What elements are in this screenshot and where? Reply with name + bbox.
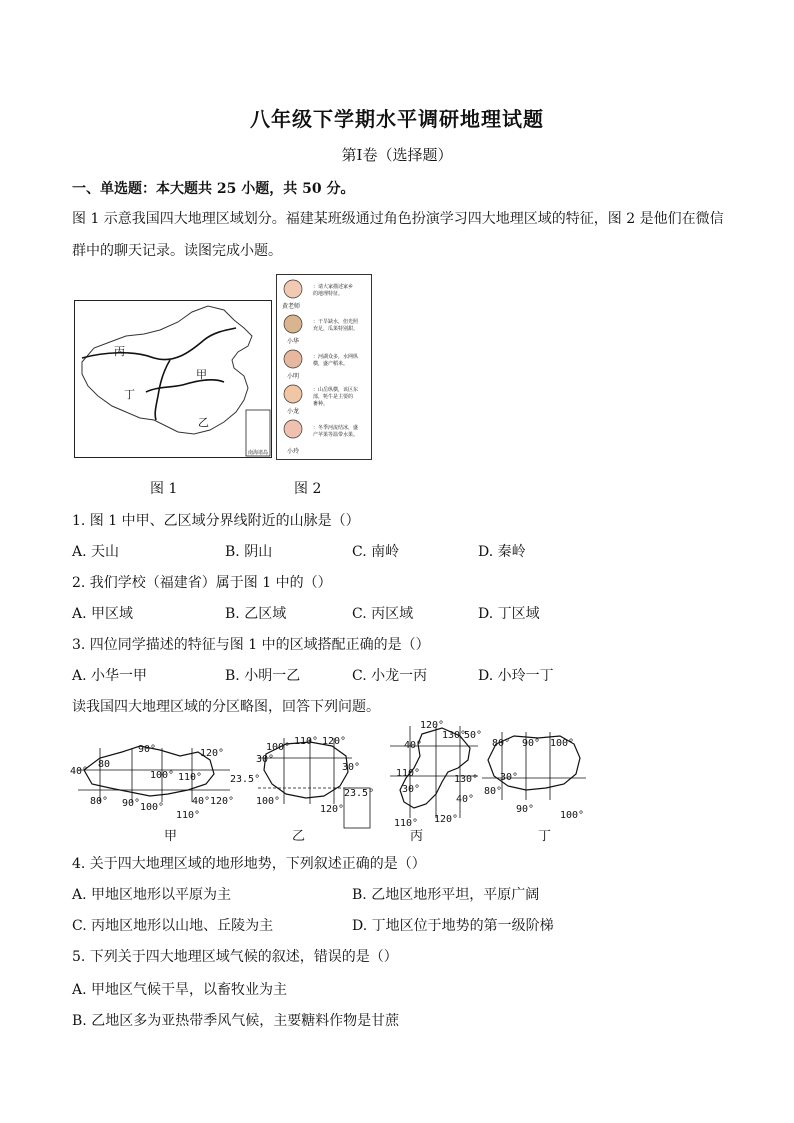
read-instruction: 读我国四大地理区域的分区略图，回答下列问题。 (72, 699, 380, 715)
chat-name-3: 小龙 (287, 408, 300, 415)
chat-text-0-1: 的地理特征。 (313, 291, 344, 297)
q4-option-c[interactable]: C. 丙地区地形以山地、丘陵为主 (72, 918, 274, 934)
map-ding-deg-6: 100° (560, 810, 585, 821)
q1-option-b[interactable]: B. 阴山 (225, 544, 273, 560)
chat-name-4: 小玲 (287, 448, 300, 455)
q5-option-a[interactable]: A. 甲地区气候干旱，以畜牧业为主 (72, 982, 288, 998)
chat-text-3-0: ：山岳纵横，该区东 (313, 387, 359, 393)
map-yi-label: 乙 (292, 829, 306, 844)
q4-option-a[interactable]: A. 甲地区地形以平原为主 (72, 887, 232, 903)
chat-text-4-0: ：冬季河流结冰，盛 (313, 425, 359, 431)
q1-option-d[interactable]: D. 秦岭 (478, 544, 526, 560)
map-bing-deg-7: 40° (456, 794, 475, 805)
map-bing-deg-8: 110° (394, 818, 419, 829)
q1-option-a[interactable]: A. 天山 (72, 544, 120, 560)
map-yi-deg-6: 100° (256, 796, 281, 807)
chat-text-4-1: 产苹果等温带水果。 (313, 432, 359, 438)
region-label-ding: 丁 (124, 388, 135, 401)
map-bing-deg-6: 130° (454, 774, 479, 785)
page-subtitle: 第I卷（选择题） (341, 146, 453, 164)
map-yi-deg-0: 110° (294, 736, 319, 747)
region-label-jia: 甲 (196, 368, 207, 381)
map-jia-deg-5: 110° (178, 772, 203, 783)
chat-text-3-2: 畜种。 (313, 401, 329, 407)
map-ding-deg-4: 80° (484, 786, 503, 797)
inset-label: 南海诸岛 (247, 450, 269, 456)
chat-name-2: 小明 (287, 373, 300, 380)
figure-1-china-map (74, 300, 272, 458)
q2-option-d[interactable]: D. 丁区域 (478, 606, 540, 622)
map-jia-label: 甲 (164, 829, 178, 844)
chat-text-1-1: 充足，瓜果特别甜。 (313, 326, 359, 332)
map-jia-deg-0: 90° (138, 744, 157, 755)
map-ding-deg-5: 90° (516, 804, 535, 815)
map-jia (70, 744, 234, 844)
map-ding-deg-3: 30° (500, 772, 519, 783)
figure-2-chat (276, 274, 372, 460)
q4-option-b[interactable]: B. 乙地区地形平坦，平原广阔 (352, 887, 540, 903)
map-bing-deg-3: 40° (404, 740, 423, 751)
chat-text-1-0: ：干旱缺水，但光照 (313, 319, 359, 325)
page-title: 八年级下学期水平调研地理试题 (250, 107, 544, 131)
question-1-stem: 1. 图 1 中甲、乙区域分界线附近的山脉是（） (72, 513, 360, 529)
q3-option-c[interactable]: C. 小龙一丙 (352, 668, 428, 684)
q2-option-c[interactable]: C. 丙区域 (352, 606, 414, 622)
map-ding-deg-2: 100° (550, 738, 575, 749)
region-label-bing: 丙 (114, 345, 125, 358)
map-jia-deg-3: 80 (98, 759, 111, 770)
map-yi-deg-3: 30° (256, 754, 275, 765)
q2-option-b[interactable]: B. 乙区域 (225, 606, 287, 622)
map-yi-deg-5: 30° (342, 762, 361, 773)
map-bing-deg-4: 110° (396, 768, 421, 779)
map-bing-deg-1: 130° (442, 730, 467, 741)
map-jia-deg-1: 120° (200, 748, 225, 759)
map-bing-deg-5: 30° (402, 784, 421, 795)
figure-1-caption: 图 1 (150, 481, 178, 497)
q3-option-a[interactable]: A. 小华一甲 (72, 668, 148, 684)
map-bing-label: 丙 (410, 829, 424, 844)
map-yi-deg-1: 120° (322, 736, 347, 747)
map-yi (230, 736, 374, 844)
map-yi-deg-2: 100° (266, 742, 291, 753)
map-bing-deg-9: 120° (434, 814, 459, 825)
map-ding-label: 丁 (538, 829, 552, 844)
chat-text-2-0: ：河湖众多，水网纵 (313, 354, 359, 360)
map-ding-deg-0: 80° (492, 738, 511, 749)
chat-name-0: 黄老师 (282, 303, 301, 310)
question-5-stem: 5. 下列关于四大地理区域气候的叙述，错误的是（） (72, 949, 398, 965)
q2-option-a[interactable]: A. 甲区域 (72, 606, 134, 622)
question-4-stem: 4. 关于四大地理区域的地形地势，下列叙述正确的是（） (72, 856, 426, 872)
q4-option-d[interactable]: D. 丁地区位于地势的第一级阶梯 (352, 918, 554, 934)
q5-option-b[interactable]: B. 乙地区多为亚热带季风气候，主要糖料作物是甘蔗 (72, 1013, 400, 1029)
region-maps-figure (70, 718, 590, 846)
map-jia-deg-10: 120° (210, 796, 235, 807)
q1-option-c[interactable]: C. 南岭 (352, 544, 400, 560)
q3-option-b[interactable]: B. 小明一乙 (225, 668, 301, 684)
map-yi-deg-8: 23.5° (344, 788, 375, 799)
map-jia-deg-7: 90° (122, 798, 141, 809)
map-yi-deg-7: 120° (320, 804, 345, 815)
region-label-yi: 乙 (198, 416, 209, 429)
map-ding (482, 732, 586, 844)
map-jia-deg-4: 100° (150, 770, 175, 781)
map-jia-deg-9: 40° (192, 796, 211, 807)
map-jia-deg-11: 110° (176, 810, 201, 821)
figure-2-caption: 图 2 (294, 481, 322, 497)
map-yi-deg-4: 23.5° (230, 774, 261, 785)
chat-name-1: 小华 (287, 338, 300, 345)
chat-text-0-0: ：请大家描述家乡 (313, 284, 354, 290)
chat-text-3-1: 部，牦牛是主要的 (313, 394, 354, 400)
map-bing-deg-0: 120° (420, 720, 445, 731)
chat-text-2-1: 横，盛产稻米。 (313, 361, 349, 367)
intro-line-1: 图 1 示意我国四大地理区域划分。福建某班级通过角色扮演学习四大地理区域的特征，图 2 是他们在微信 (72, 211, 724, 227)
question-3-stem: 3. 四位同学描述的特征与图 1 中的区域搭配正确的是（） (72, 637, 430, 653)
map-jia-deg-6: 80° (90, 796, 109, 807)
intro-line-2: 群中的聊天记录。读图完成小题。 (72, 243, 282, 259)
map-bing (390, 720, 482, 844)
question-2-stem: 2. 我们学校（福建省）属于图 1 中的（） (72, 575, 332, 591)
map-ding-deg-1: 90° (522, 738, 541, 749)
map-jia-deg-8: 100° (140, 802, 165, 813)
map-jia-deg-2: 40° (70, 766, 89, 777)
map-bing-deg-2: 50° (464, 730, 483, 741)
section-heading: 一、单选题：本大题共 25 小题，共 50 分。 (72, 181, 355, 197)
q3-option-d[interactable]: D. 小玲一丁 (478, 668, 554, 684)
